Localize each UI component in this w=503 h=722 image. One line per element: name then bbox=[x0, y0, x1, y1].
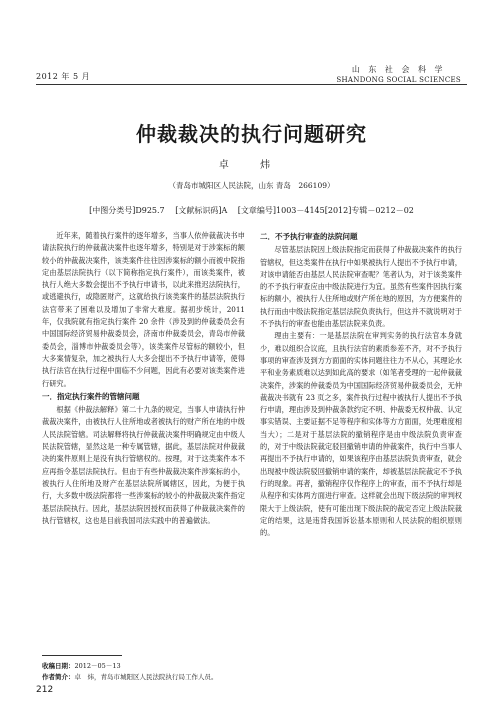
document-code: [文献标识码]A bbox=[175, 206, 228, 215]
issue-date: 2012 年 5 月 bbox=[36, 72, 91, 81]
footnote-rule bbox=[42, 655, 122, 656]
journal-name bbox=[336, 64, 461, 84]
author-bio-value: 卓 炜，青岛市城阳区人民法院执行局工作人员。 bbox=[74, 673, 218, 681]
author-affiliation: （青岛市城阳区人民法院，山东 青岛 266109） bbox=[168, 181, 335, 190]
section-heading-2: 二．不予执行审查的法院问题 bbox=[260, 232, 358, 241]
article-number: [文章编号]1003－4145[2012]专辑－0212－02 bbox=[237, 206, 414, 215]
received-value: 2012－05－13 bbox=[74, 662, 121, 670]
page-number: 212 bbox=[36, 685, 54, 695]
left-column bbox=[42, 230, 245, 527]
clc-number: [中图分类号]D925.7 bbox=[89, 206, 165, 215]
author-bio bbox=[42, 672, 218, 681]
paragraph-intro: 近年来，随着执行案件的逐年增多，当事人依仲裁裁决书申请法院执行的仲裁裁决案件也逐年增多，特别是对于涉案标的额较小的仲裁裁决案件，该类案件往往因涉案标的额小而被中院指定由基层法院执行（以下简称指定执行案件），而该类案件，被执行人绝大多数会提出不予执行申请书，以此来推迟法院执行，或逃避执行，或隐匿财产，这就给执行该类案件的基层法院执行法官带来了困难以及增加了非常大难度。据初步统计，2011年，仅我院就有指定执行案件 20 余件（涉及到的仲裁委员会有中国国际经济贸易仲裁委员会，济南市仲裁委员会，青岛市仲裁委员会，淄博市仲裁委员会等），该类案件尽管标的额较小，但大多案情复杂，加之被执行人大多会提出不予执行申请等，使得执行法官在执行过程中面临不少问题，因此有必要对该类案件进行研究。 bbox=[42, 231, 245, 388]
article-title: 仲裁裁决的执行问题研究 bbox=[136, 122, 367, 146]
article-author: 卓 炜 bbox=[218, 160, 285, 171]
author-bio-label: 作者简介： bbox=[42, 673, 75, 681]
paragraph-review-court: 尽管基层法院因上级法院指定而获得了仲裁裁决案件的执行管辖权，但这类案件在执行中如果被执行人提出不予执行申请，对该申请能否由基层人民法院审查呢？笔者认为，对于该类案件的不予执行审查应由中级法院进行为宜。虽然有些案件因执行案标的额小，被执行人住所地或财产所在地的原因，为方便案件的执行而由中级法院指定基层法院负责执行，但这并不就说明对于不予执行的审查也能由基层法院来负责。 bbox=[260, 245, 462, 329]
received-label: 收稿日期： bbox=[42, 662, 75, 670]
journal-name-en: SHANDONG SOCIAL SCIENCES bbox=[336, 76, 461, 84]
article-metadata bbox=[0, 205, 503, 216]
journal-name-cn: 山 东 社 会 科 学 bbox=[351, 65, 446, 74]
paragraph-jurisdiction: 根据《仲裁法解释》第二十九条的规定，当事人申请执行仲裁裁决案件，由被执行人住所地或者被执行的财产所在地的中级人民法院管辖。司法解释将执行仲裁裁决案件明确规定由中级人民法院管辖，显然这是一种专属管辖，据此，基层法院对仲裁裁决的案件原则上是没有执行管辖权的。按理，对于这类案件本不应再指令基层法院执行。但由于有些仲裁裁决案件涉案标的小，被执行人住所地及财产在基层法院所属辖区，因此，为便于执行，大多数中级法院都将一些涉案标的较小的仲裁裁决案件指定基层法院执行。因此，基层法院因授权而获得了仲裁裁决案件的执行管辖权，这也是目前我国司法实践中的普遍做法。 bbox=[42, 405, 245, 525]
header-rule bbox=[36, 84, 467, 85]
right-column bbox=[260, 230, 462, 539]
section-heading-1: 一．指定执行案件的管辖问题 bbox=[42, 391, 140, 401]
paragraph-reasons: 理由主要有：一是基层法院在审判实务的执行法官本身就少，难以组织合议庭，且执行法官的素质参差不齐，对不予执行事项的审查涉及到方方面面的实体问题往往力不从心，其理论水平和业务素质难以达到如此高的要求（如笔者受理的一起仲裁裁决案件，涉案的仲裁委员为中国国际经济贸易仲裁委员会，无仲裁裁决书就有 23 页之多，案件执行过程中被执行人提出不予执行申请，理由涉及到仲裁条款约定不明、仲裁委无权仲裁、认定事实错误、主要证据不足等程序和实体等方方面面，处理难度相当大）；二是对于基层法院的撤销程序是由中级法院负责审查的，对于中级法院裁定驳回撤销申请的仲裁案件，执行中当事人再提出不予执行申请的，如果该程序由基层法院负责审查，就会出现被中级法院驳回撤销申请的案件，却被基层法院裁定不予执行的现象。再者，撤销程序仅作程序上的审查，而不予执行却是从程序和实体两方面进行审查。这样就会出现下级法院的审判权限大于上级法院，使有可能出现下级法院的裁定否定上级法院裁定的结果，这是违背我国诉讼基本原则和人民法院的组织原则的。 bbox=[260, 331, 462, 538]
received-date bbox=[42, 661, 121, 670]
